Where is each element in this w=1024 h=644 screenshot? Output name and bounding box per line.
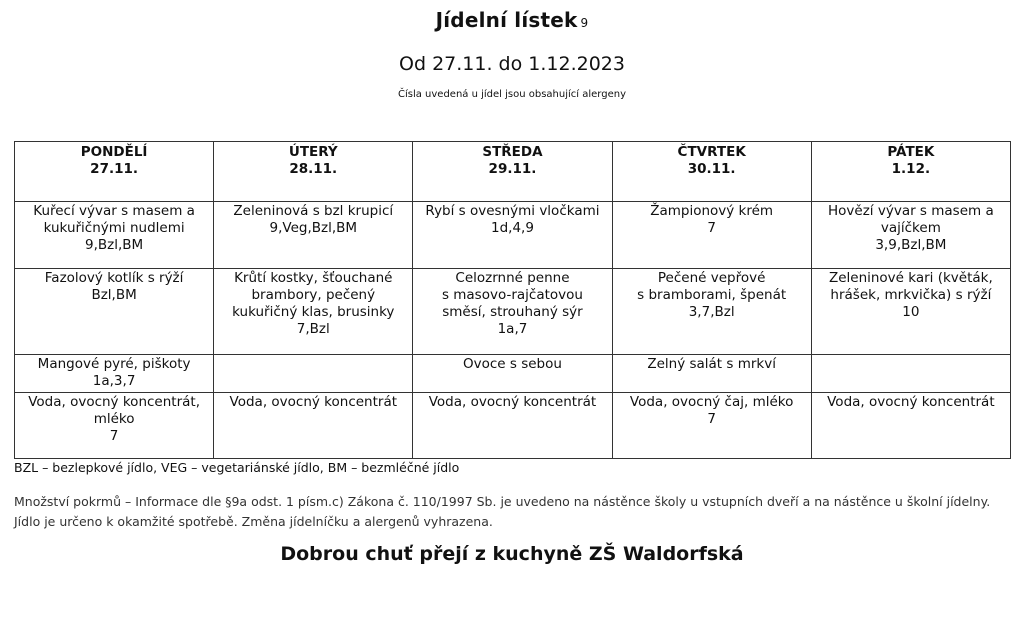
meal-text: Ovoce s sebou (462, 356, 562, 373)
menu-table (14, 141, 1011, 459)
day-date: 1.12. (891, 161, 931, 177)
meal-text: Voda, ovocný koncentrát (827, 393, 995, 410)
meal-text: Voda, ovocný koncentrát (229, 393, 398, 410)
meal-cell (413, 268, 612, 355)
day-date: 27.11. (90, 161, 139, 177)
meal-text: Celozrnné penne (455, 269, 570, 286)
meal-text: Bzl,BM (91, 286, 137, 303)
meal-text: Pečené vepřové (657, 269, 766, 286)
title-text: Jídelní lístek (435, 8, 578, 32)
meal-cell (214, 355, 413, 392)
day-header (612, 142, 811, 202)
meal-text: 10 (902, 303, 920, 320)
meal-text: s masovo-rajčatovou (441, 286, 583, 303)
meal-cell (413, 202, 612, 268)
meal-text: 9,Bzl,BM (85, 237, 144, 254)
meal-text: 3,9,Bzl,BM (875, 237, 947, 254)
meal-cell (612, 355, 811, 392)
meal-text: 1d,4,9 (491, 220, 534, 237)
meal-cell (811, 355, 1010, 392)
meal-text: kukuřičnými nudlemi (43, 220, 185, 237)
meal-text: Mangové pyré, piškoty (37, 356, 191, 373)
meal-cell (15, 392, 214, 458)
info-line: Množství pokrmů – Informace dle §9a odst. 1 písm.c) Zákona č. 110/1997 Sb. je uvedeno na nástěnce školy u vstupních dveří a na nástěnce u školní jídelny. (14, 494, 991, 509)
day-header (811, 142, 1010, 202)
meal-cell (413, 392, 612, 458)
day-name: STŘEDA (482, 144, 543, 160)
meal-cell (612, 202, 811, 268)
info-line: Jídlo je určeno k okamžité spotřebě. Změna jídelníčku a alergenů vyhrazena. (14, 514, 493, 529)
meal-cell (612, 392, 811, 458)
meal-cell (15, 268, 214, 355)
day-date: 30.11. (687, 161, 736, 177)
day-date: 28.11. (289, 161, 338, 177)
meal-text: Voda, ovocný čaj, mléko (629, 393, 794, 410)
meal-text: Zelný salát s mrkví (647, 356, 776, 373)
meal-cell (15, 202, 214, 268)
day-header (214, 142, 413, 202)
meal-text: 7,Bzl (296, 320, 330, 337)
meal-text: brambory, pečený (251, 286, 376, 303)
meal-cell (811, 268, 1010, 355)
meal-text: Kuřecí vývar s masem a (33, 203, 195, 220)
meal-text: Fazolový kotlík s rýží (44, 269, 184, 286)
day-name: PONDĚLÍ (80, 144, 148, 160)
meal-text: Hovězí vývar s masem a (828, 203, 994, 220)
main-dish-row (15, 268, 1011, 355)
meal-text: kukuřičný klas, brusinky (232, 303, 395, 320)
meal-cell (811, 392, 1010, 458)
meal-text: Žampionový krém (650, 203, 774, 220)
allergen-note: Čísla uvedená u jídel jsou obsahující alergeny (397, 89, 626, 100)
meal-text: 1a,7 (497, 320, 528, 337)
meal-text: 7 (109, 427, 119, 444)
drink-row (15, 392, 1011, 458)
day-header (413, 142, 612, 202)
meal-cell (811, 202, 1010, 268)
day-header-row (15, 142, 1011, 202)
soup-row (15, 202, 1011, 268)
meal-text: Voda, ovocný koncentrát (428, 393, 597, 410)
side-dish-row (15, 355, 1011, 392)
info-text (14, 492, 1014, 532)
date-range: Od 27.11. do 1.12.2023 (399, 53, 625, 75)
meal-text: 1a,3,7 (92, 373, 136, 390)
farewell-message: Dobrou chuť přejí z kuchyně ZŠ Waldorfská (280, 543, 744, 565)
meal-text: Zeleninové kari (květák, (828, 269, 993, 286)
meal-text: 7 (707, 410, 716, 427)
diet-legend: BZL – bezlepkové jídlo, VEG – vegetariánské jídlo, BM – bezmléčné jídlo (14, 460, 460, 475)
meal-text: s bramborami, špenát (637, 286, 787, 303)
title-superscript: 9 (580, 16, 589, 30)
meal-text: mléko (93, 410, 135, 427)
meal-cell (214, 268, 413, 355)
meal-text: 7 (707, 220, 716, 237)
meal-cell (612, 268, 811, 355)
day-name: ÚTERÝ (288, 144, 338, 160)
meal-text: 9,Veg,Bzl,BM (269, 220, 358, 237)
day-header (15, 142, 214, 202)
meal-text: 3,7,Bzl (688, 303, 735, 320)
meal-text: Rybí s ovesnými vločkami (425, 203, 600, 220)
meal-cell (15, 355, 214, 392)
day-name: PÁTEK (887, 144, 935, 160)
meal-cell (214, 202, 413, 268)
day-name: ČTVRTEK (677, 144, 746, 160)
page-title (0, 8, 1024, 32)
meal-text: Zeleninová s bzl krupicí (233, 203, 394, 220)
meal-cell (413, 355, 612, 392)
meal-text: směsí, strouhaný sýr (442, 303, 583, 320)
day-date: 29.11. (488, 161, 537, 177)
meal-text: hrášek, mrkvička) s rýží (830, 286, 992, 303)
meal-text: Voda, ovocný koncentrát, (28, 393, 200, 410)
meal-text: vajíčkem (880, 220, 941, 237)
meal-text: Krůtí kostky, šťouchané (234, 269, 393, 286)
meal-cell (214, 392, 413, 458)
